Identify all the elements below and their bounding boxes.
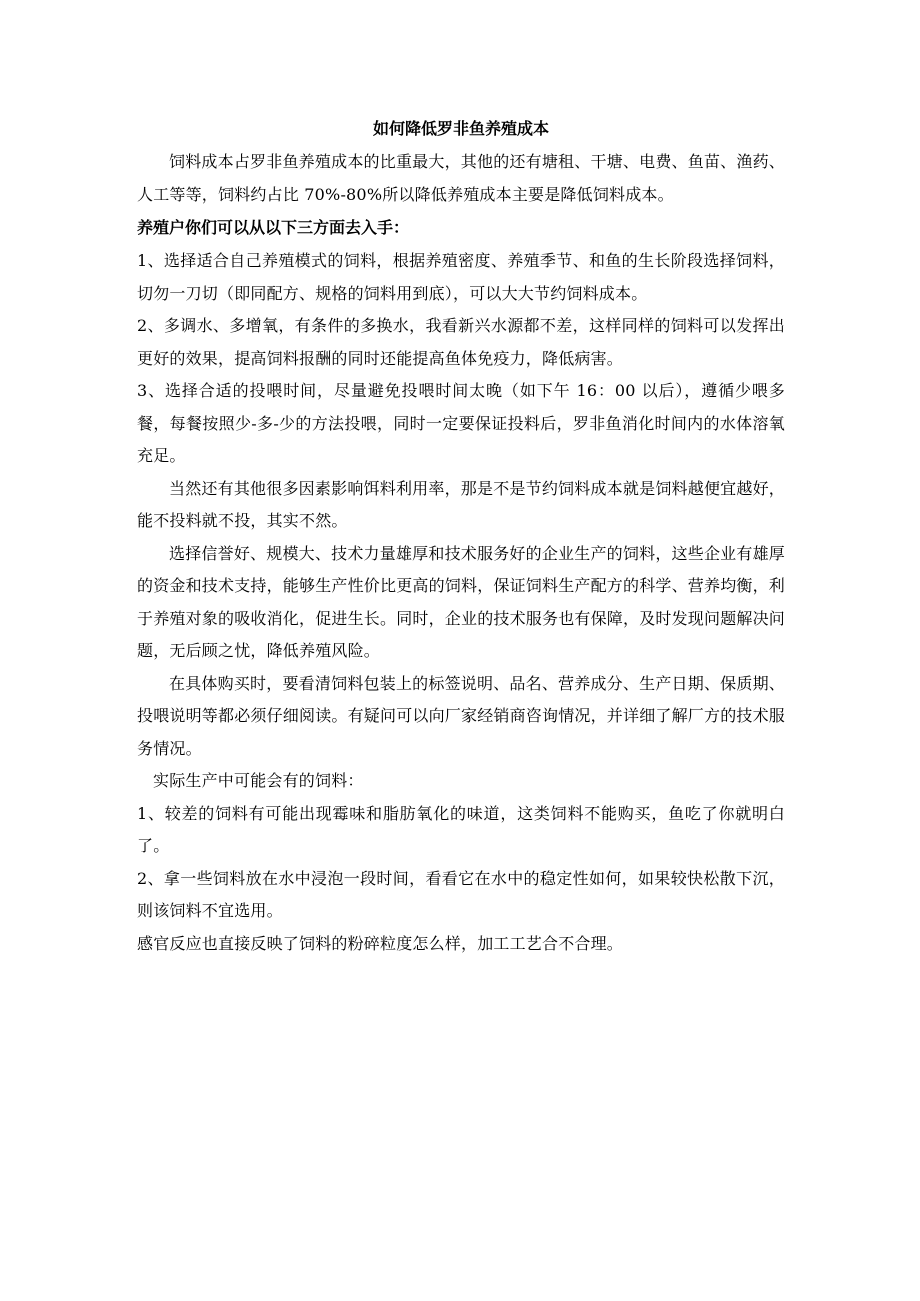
buy-paragraph: 在具体购买时，要看清饲料包装上的标签说明、品名、营养成分、生产日期、保质期、投喂说明等都必须仔细阅读。有疑问可以向厂家经销商咨询情况，并详细了解厂方的技术服务情况。 — [137, 673, 786, 758]
sub-heading: 实际生产中可能会有的饲料： — [153, 771, 364, 790]
document-title: 如何降低罗非鱼养殖成本 — [372, 119, 549, 138]
point-3: 3、选择合适的投喂时间，尽量避免投喂时间太晚（如下午 16：00 以后），遵循少喂多餐，每餐按照少-多-少的方法投喂，同时一定要保证投料后，罗非鱼消化时间内的水体溶氧充足。 — [137, 381, 785, 465]
point-1: 1、选择适合自己养殖模式的饲料，根据养殖密度、养殖季节、和鱼的生长阶段选择饲料，切勿一刀切（即同配方、规格的饲料用到底），可以大大节约饲料成本。 — [137, 251, 785, 303]
document-page — [137, 112, 785, 960]
feed-point-1: 1、较差的饲料有可能出现霉味和脂肪氧化的味道，这类饲料不能购买，鱼吃了你就明白了。 — [137, 803, 785, 855]
feed-point-2: 2、拿一些饲料放在水中浸泡一段时间，看看它在水中的稳定性如何，如果较快松散下沉，则该饲料不宜选用。 — [137, 868, 785, 920]
choose-paragraph: 选择信誉好、规模大、技术力量雄厚和技术服务好的企业生产的饲料，这些企业有雄厚的资金和技术支持，能够生产性价比更高的饲料，保证饲料生产配方的科学、营养均衡，利于养殖对象的吸收消化，促进生长。同时，企业的技术服务也有保障，及时发现问题解决问题，无后顾之忧，降低养殖风险。 — [137, 543, 786, 660]
closing-paragraph: 感官反应也直接反映了饲料的粉碎粒度怎么样，加工工艺合不合理。 — [137, 933, 624, 953]
cost-paragraph: 当然还有其他很多因素影响饵料利用率，那是不是节约饲料成本就是饲料越便宜越好，能不投料就不投，其实不然。 — [137, 478, 785, 530]
point-2: 2、多调水、多增氧，有条件的多换水，我看新兴水源都不差，这样同样的饲料可以发挥出更好的效果，提高饲料报酬的同时还能提高鱼体免疫力，降低病害。 — [137, 316, 785, 368]
section-heading: 养殖户你们可以从以下三方面去入手： — [137, 218, 410, 237]
intro-paragraph: 饲料成本占罗非鱼养殖成本的比重最大，其他的还有塘租、干塘、电费、鱼苗、渔药、人工等等，饲料约占比 70%-80%所以降低养殖成本主要是降低饲料成本。 — [137, 152, 785, 204]
